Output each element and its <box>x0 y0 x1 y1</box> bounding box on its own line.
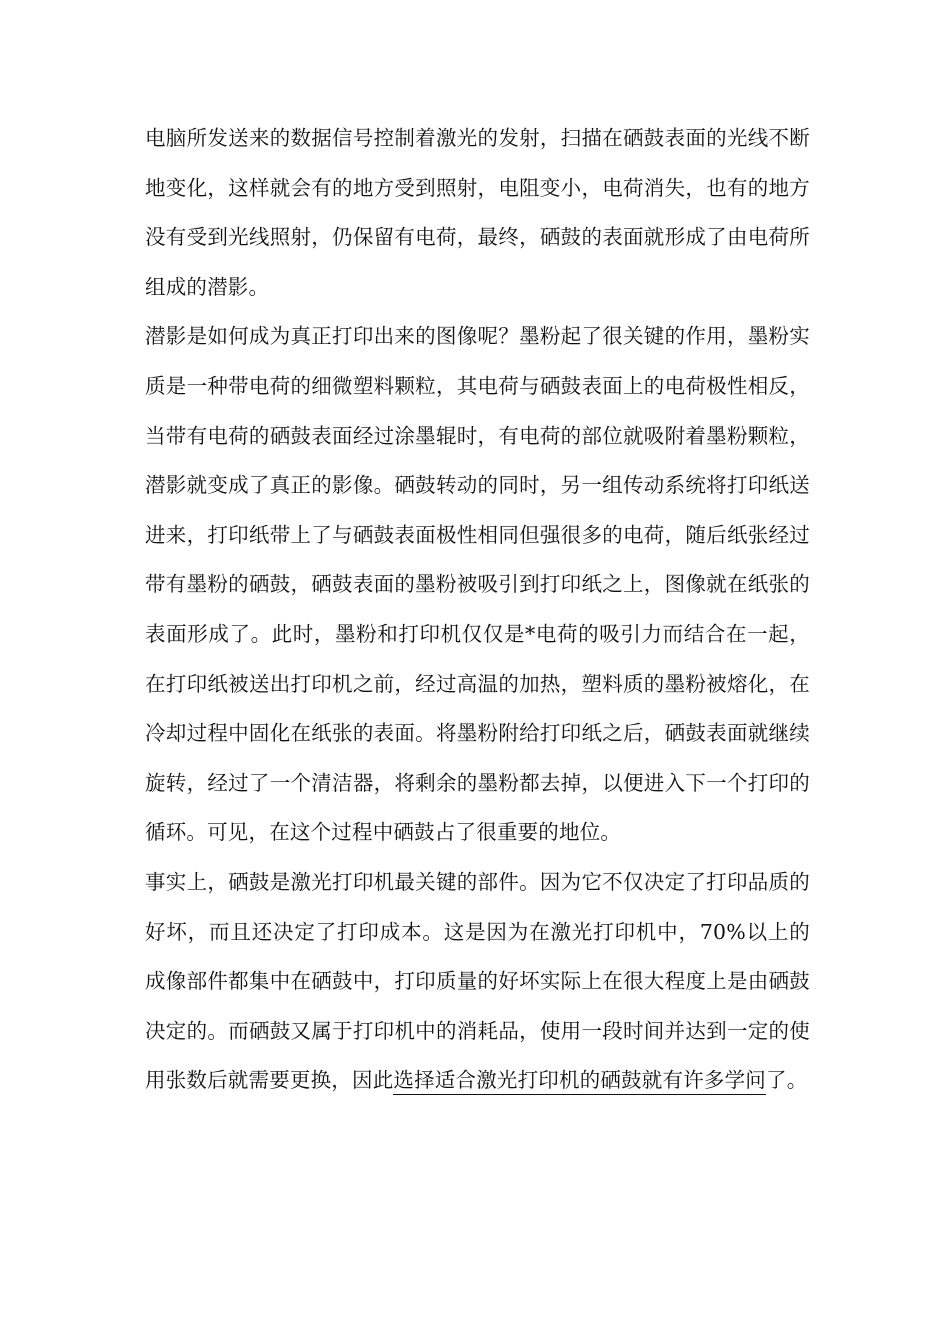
paragraph-latent-image: 电脑所发送来的数据信号控制着激光的发射，扫描在硒鼓表面的光线不断地变化，这样就会有的地方受到照射，电阻变小，电荷消失，也有的地方没有受到光线照射，仍保留有电荷，最终，硒鼓的表面就形成了由电荷所组成的潜影。 <box>145 126 810 299</box>
underlined-phrase: 选择适合激光打印机的硒鼓就有许多学问 <box>393 1068 766 1095</box>
paragraph-drum-importance-text: 事实上，硒鼓是激光打印机最关键的部件。因为它不仅决定了打印品质的好坏，而且还决定了打印成本。这是因为在激光打印机中，70%以上的成像部件都集中在硒鼓中，打印质量的好坏实际上在很大程度上是由硒鼓决定的。而硒鼓又属于打印机中的消耗品，使用一段时间并达到一定的使用张数后就需要更换，因此 <box>145 869 810 1093</box>
paragraph-drum-importance <box>145 858 810 1106</box>
document-body <box>145 114 810 1106</box>
paragraph-toner-process: 潜影是如何成为真正打印出来的图像呢？墨粉起了很关键的作用，墨粉实质是一种带电荷的细微塑料颗粒，其电荷与硒鼓表面上的电荷极性相反，当带有电荷的硒鼓表面经过涂墨辊时，有电荷的部位就吸附着墨粉颗粒，潜影就变成了真正的影像。硒鼓转动的同时，另一组传动系统将打印纸送进来，打印纸带上了与硒鼓表面极性相同但强很多的电荷，随后纸张经过带有墨粉的硒鼓，硒鼓表面的墨粉被吸引到打印纸之上，图像就在纸张的表面形成了。此时，墨粉和打印机仅仅是*电荷的吸引力而结合在一起，在打印纸被送出打印机之前，经过高温的加热，塑料质的墨粉被熔化，在冷却过程中固化在纸张的表面。将墨粉附给打印纸之后，硒鼓表面就继续旋转，经过了一个清洁器，将剩余的墨粉都去掉，以便进入下一个打印的循环。可见，在这个过程中硒鼓占了很重要的地位。 <box>145 324 810 845</box>
paragraph-drum-importance-ending: 了。 <box>766 1068 808 1093</box>
